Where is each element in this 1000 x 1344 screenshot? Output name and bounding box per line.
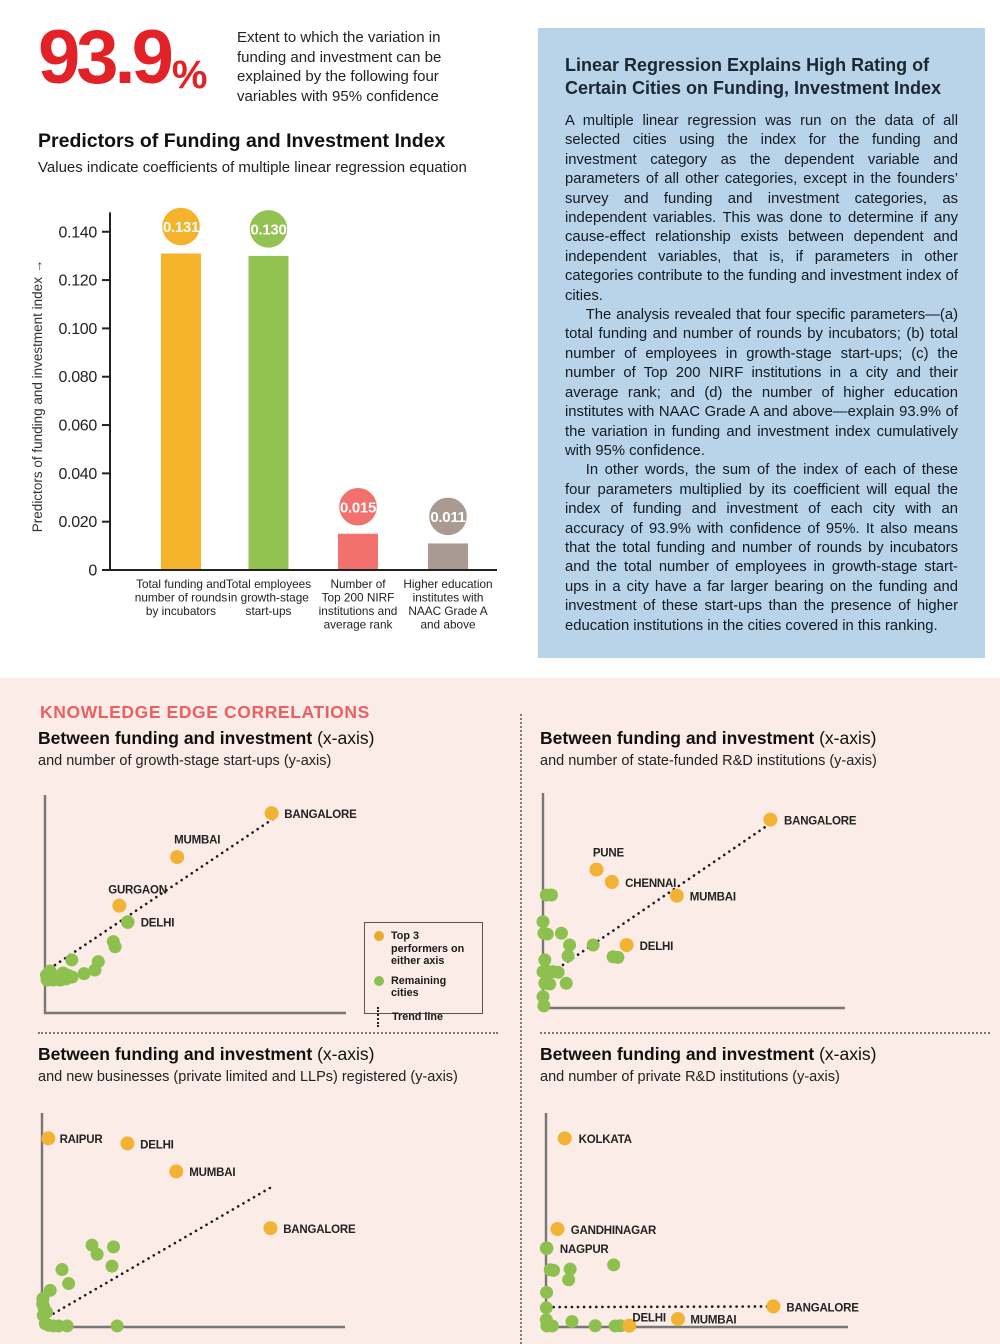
bar-category-label: average rank (323, 617, 393, 632)
scatter-point-top3 (589, 863, 603, 877)
scatter-point-city (552, 966, 565, 979)
bar-category-label: Total funding and (136, 577, 226, 591)
bar (338, 534, 378, 569)
article-paragraph-3: In other words, the sum of the index of each of these four parameters multiplied by its coefficient will equal the index of funding and investment of each city with an accuracy of 93.9% with confidence of 95%. It also means that the total funding and number of rounds by incubators and the total number of employees in growth-stage start-ups in a city have a far larger bearing on the funding and investment of these start-ups than the presence of higher education institutions in the cities covered in this ranking. (565, 462, 958, 634)
scatter-point-label: MUMBAI (174, 834, 221, 847)
bar-category-label: Top 200 NIRF (321, 590, 395, 605)
scatter-point-top3 (550, 1222, 564, 1236)
bar-chart-title: Predictors of Funding and Investment Index (38, 130, 446, 152)
scatter-point-city (555, 927, 568, 940)
bar-category-label: institutions and (318, 604, 398, 618)
scatter-chart-state-rd (530, 785, 995, 1020)
scatter-point-city (62, 1277, 75, 1290)
scatter-point-city (543, 978, 556, 991)
scatter-point-city (537, 999, 550, 1012)
scatter-point-city (55, 1263, 68, 1276)
scatter-point-label: BANGALORE (284, 809, 357, 822)
scatter-point-city (589, 1319, 602, 1332)
bar-value-label: 0.130 (250, 221, 287, 239)
legend-trend-label: Trend line (392, 1010, 443, 1023)
y-tick-label: 0.100 (58, 320, 97, 338)
scatter4-title (540, 1044, 876, 1065)
scatter4-title-suffix: (x-axis) (819, 1044, 877, 1064)
article-title: Linear Regression Explains High Rating of Certain Cities on Funding, Investment Index (565, 55, 942, 98)
scatter-point-label: BANGALORE (783, 815, 857, 828)
scatter-point-label: DELHI (632, 1312, 666, 1325)
scatter1-title-bold: Between funding and investment (38, 728, 313, 748)
y-tick-label: 0.080 (58, 369, 97, 387)
scatter-point-city (540, 1301, 553, 1314)
scatter-point-city (78, 967, 91, 980)
y-tick-label: 0.060 (58, 417, 97, 435)
scatter1-title-suffix: (x-axis) (317, 728, 375, 748)
legend-item-top3 (374, 930, 476, 968)
scatter-point-city (560, 977, 573, 990)
bar (249, 256, 289, 569)
y-tick-label: 0.140 (58, 224, 97, 242)
scatter-point-city (105, 1260, 118, 1273)
legend-item-remaining (374, 975, 476, 1000)
y-tick-label: 0 (88, 562, 97, 580)
correlations-heading: KNOWLEDGE EDGE CORRELATIONS (40, 702, 370, 722)
divider-horizontal-right (540, 1032, 990, 1034)
scatter-point-city (541, 928, 554, 941)
scatter-point-top3 (41, 1131, 55, 1145)
bar-category-label: by incubators (145, 604, 217, 618)
scatter-point-label: DELHI (639, 940, 674, 953)
scatter-point-top3 (605, 875, 619, 889)
legend-box (364, 922, 483, 1023)
y-tick-label: 0.020 (58, 514, 97, 532)
scatter-point-top3 (169, 1164, 183, 1178)
scatter-point-label: BANGALORE (283, 1224, 356, 1237)
scatter-point-city (538, 953, 551, 966)
scatter-point-city (611, 951, 624, 964)
scatter-point-label: PUNE (592, 847, 624, 860)
trend-line (54, 1187, 272, 1313)
scatter3-title-bold: Between funding and investment (38, 1044, 313, 1064)
article-paragraph-2: The analysis revealed that four specific parameters—(a) total funding and number of rounds by incubators; (b) total number of employees in growth-stage start-ups; (c) the number of Top 200 NIRF institutions in a city and their average rank; and (d) the number of higher education institutes with NAAC Grade A and above—explain 93.9% of the variation in funding and investment index cumulatively with 95% confidence. (565, 307, 958, 459)
scatter-point-label: RAIPUR (59, 1134, 103, 1147)
bar-category-label: institutes with (412, 590, 484, 605)
scatter-point-city (540, 1319, 553, 1332)
scatter-point-label: BANGALORE (786, 1302, 859, 1315)
bar-category-label: NAAC Grade A (408, 604, 488, 618)
scatter-point-city (537, 915, 550, 928)
scatter3-subtitle: and new businesses (private limited and LLPs) registered (y-axis) (38, 1069, 458, 1085)
scatter-point-city (107, 1240, 120, 1253)
scatter-point-label: CHENNAI (625, 877, 677, 890)
scatter-point-label: KOLKATA (578, 1134, 632, 1147)
scatter-point-city (587, 939, 600, 952)
scatter-point-top3 (766, 1299, 780, 1313)
y-tick-label: 0.040 (58, 465, 97, 483)
scatter-chart-new-businesses (25, 1105, 505, 1344)
scatter-point-label: DELHI (140, 917, 175, 930)
bar-value-label: 0.015 (339, 499, 377, 517)
scatter-point-city (545, 889, 558, 902)
scatter-point-label: GANDHINAGAR (570, 1224, 657, 1237)
bar-chart-subtitle: Values indicate coefficients of multiple linear regression equation (38, 159, 467, 176)
scatter-chart-private-rd (530, 1105, 995, 1344)
bar-value-label: 0.131 (162, 219, 200, 237)
scatter-point-city (565, 1315, 578, 1328)
bar-category-label: Number of (330, 577, 386, 591)
scatter4-subtitle: and number of private R&D institutions (y-axis) (540, 1069, 840, 1085)
scatter-point-city (40, 1306, 53, 1319)
scatter-point-city (121, 915, 135, 929)
bar-chart (10, 196, 515, 658)
scatter-point-city (61, 1319, 74, 1332)
scatter-point-city (540, 1286, 553, 1299)
bar-category-label: in growth-stage (228, 590, 309, 605)
scatter1-subtitle: and number of growth-stage start-ups (y-axis) (38, 753, 332, 769)
scatter-point-top3 (763, 813, 777, 827)
scatter-point-top3 (671, 1312, 685, 1326)
scatter-point-city (91, 1248, 104, 1261)
stat-value: 93.9 (38, 15, 170, 100)
scatter-point-city (66, 971, 79, 984)
scatter-point-city (547, 1264, 560, 1277)
scatter-point-top3 (263, 1221, 277, 1235)
scatter-point-city (109, 940, 122, 953)
scatter-point-top3 (120, 1136, 134, 1150)
scatter-point-top3 (558, 1131, 572, 1145)
bar (161, 254, 201, 569)
stat-unit: % (171, 52, 208, 97)
scatter3-title-suffix: (x-axis) (317, 1044, 375, 1064)
scatter2-subtitle: and number of state-funded R&D institutions (y-axis) (540, 753, 877, 769)
stat-caption: Extent to which the variation in funding and investment can be explained by the following four variables with 95% confidence (237, 29, 442, 105)
divider-horizontal-left (38, 1032, 498, 1034)
article-paragraph-1: A multiple linear regression was run on the data of all selected cities using the index for the funding and investment category as the dependent variable and parameters of all other categories, except in the founders’ survey and funding and investment categories, as independent variables. This was done to determine if any cause-effect relationship exists between dependent and independent variables, that is, if parameters in other categories contribute to the funding and investment index of cities. (565, 113, 958, 304)
scatter1-title (38, 728, 374, 749)
headline-stat (38, 15, 208, 100)
scatter-point-top3 (265, 806, 279, 820)
scatter-point-city (562, 949, 575, 962)
scatter-point-city (111, 1319, 124, 1332)
trend-line (554, 1306, 769, 1307)
scatter2-title (540, 728, 876, 749)
scatter-point-top3 (620, 938, 634, 952)
top3-dot-icon (374, 931, 384, 941)
scatter-point-label: GURGAON (108, 884, 167, 897)
scatter-point-label: MUMBAI (689, 891, 736, 904)
legend-remaining-label: Remaining cities (391, 974, 447, 999)
legend-top3-label: Top 3 performers on either axis (391, 930, 465, 967)
scatter4-title-bold: Between funding and investment (540, 1044, 815, 1064)
scatter2-title-bold: Between funding and investment (540, 728, 815, 748)
bar-category-label: number of rounds (134, 590, 228, 605)
scatter3-title (38, 1044, 374, 1065)
scatter-point-city (563, 939, 576, 952)
scatter-point-top3 (112, 899, 126, 913)
divider-vertical (520, 714, 522, 1344)
trend-line-icon (377, 1007, 380, 1027)
bar-category-label: start-ups (245, 604, 292, 618)
bar-value-label: 0.011 (430, 508, 466, 526)
remaining-dot-icon (374, 976, 384, 986)
y-tick-label: 0.120 (58, 272, 97, 290)
scatter-point-top3 (170, 850, 184, 864)
scatter-point-city (65, 953, 78, 966)
scatter-point-city (540, 1241, 554, 1255)
bar-category-label: Total employees (225, 577, 312, 591)
bar-category-label: Higher education (403, 577, 493, 591)
scatter-point-label: MUMBAI (189, 1167, 236, 1180)
scatter-point-label: DELHI (140, 1139, 174, 1152)
scatter-point-top3 (670, 889, 684, 903)
scatter-point-city (562, 1273, 575, 1286)
scatter-point-city (607, 1258, 620, 1271)
scatter-point-label: NAGPUR (559, 1243, 609, 1256)
bar-category-label: and above (420, 617, 476, 632)
scatter-point-label: MUMBAI (690, 1314, 737, 1327)
bar (428, 543, 468, 569)
legend-item-trend (374, 1007, 476, 1027)
scatter2-title-suffix: (x-axis) (819, 728, 877, 748)
regression-article-box (538, 28, 985, 658)
y-axis-label: Predictors of funding and investment index → (30, 259, 45, 533)
